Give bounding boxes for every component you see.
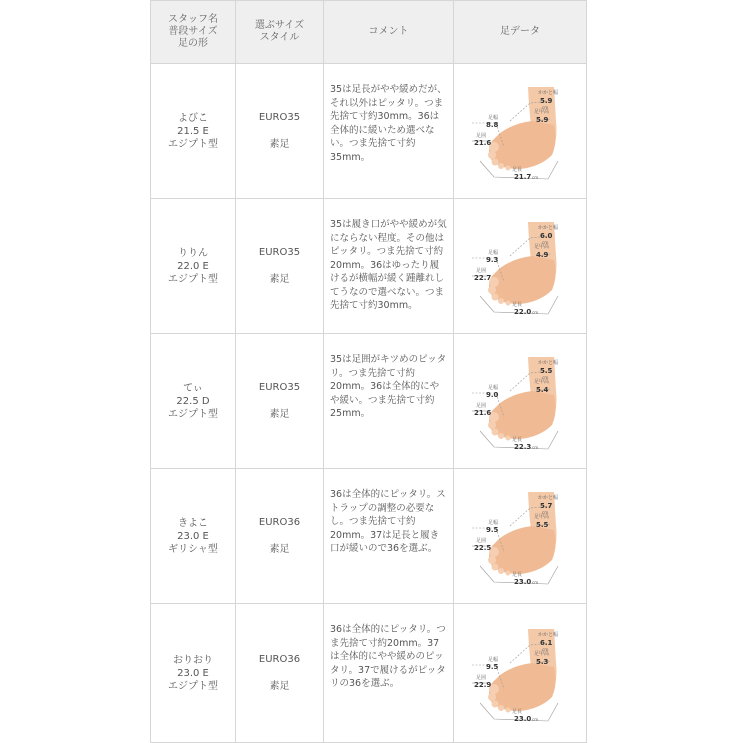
usual-size: 22.5 D — [176, 395, 210, 407]
width-value: 9.5 — [486, 663, 499, 671]
wear-style: 素足 — [269, 544, 290, 555]
length-value: 22.0 — [514, 308, 532, 316]
foot-illustration — [470, 351, 570, 451]
toe-icon — [488, 421, 496, 429]
girth-label: 足囲 — [476, 403, 487, 409]
table-row — [151, 469, 587, 604]
chosen-size: EURO35 — [258, 112, 301, 123]
header-staff-line: 足の形 — [178, 38, 208, 49]
foot-illustration — [470, 623, 570, 723]
staff-name: りりん — [178, 247, 208, 259]
staff-name: てぃ — [183, 382, 203, 394]
staff-cell — [151, 334, 236, 469]
toe-icon — [498, 705, 504, 711]
width-label: 足幅 — [488, 385, 499, 391]
toe-icon — [498, 298, 504, 304]
width-label: 足幅 — [488, 115, 499, 121]
foot-data-cell — [454, 469, 587, 604]
staff-name: おりおり — [173, 654, 213, 666]
pick-cell — [236, 199, 324, 334]
staff-name: よびこ — [178, 112, 208, 124]
comment-cell: 36は全体的にピッタリ。つま先捨て寸約20mm。37は全体的にやや緩めのピッタリ。37で履けるがピッタリの36を選ぶ。 — [324, 604, 454, 743]
instep-value: 5.3 — [536, 658, 549, 666]
heel-unit: cm — [542, 510, 549, 515]
toe-icon — [488, 693, 496, 701]
heel-label: かかと幅 — [538, 360, 559, 366]
girth-value: 22.7 — [474, 274, 492, 282]
heel-label: かかと幅 — [538, 495, 559, 501]
length-label: 足長 — [512, 302, 523, 308]
toe-icon — [506, 571, 511, 576]
wear-style: 素足 — [269, 681, 290, 692]
length-unit: cm — [532, 580, 539, 585]
foot-data-cell — [454, 604, 587, 743]
heel-value: 6.1 — [540, 639, 553, 647]
length-value: 21.7 — [514, 173, 532, 181]
size-comparison-table — [150, 0, 587, 743]
girth-label: 足囲 — [476, 538, 487, 544]
foot-shape — [489, 256, 556, 304]
header-size-line: 選ぶサイズ — [254, 20, 305, 31]
foot-shape — [489, 391, 556, 439]
heel-value: 5.5 — [540, 367, 553, 375]
toe-icon — [492, 159, 499, 166]
comment-cell: 36は全体的にピッタリ。ストラップの調整の必要なし。つま先捨て寸約20mm。37は足長と履き口が緩いので36を選ぶ。 — [324, 469, 454, 604]
header-size-style — [236, 1, 324, 64]
toe-icon — [492, 429, 499, 436]
instep-value: 5.4 — [536, 386, 549, 394]
toe-icon — [506, 436, 511, 441]
girth-value: 22.9 — [474, 681, 492, 689]
staff-cell — [151, 199, 236, 334]
pick-cell — [236, 334, 324, 469]
length-label: 足長 — [512, 437, 523, 443]
foot-shape: エジプト型 — [168, 680, 218, 692]
heel-label: かかと幅 — [538, 632, 559, 638]
toe-icon — [488, 286, 496, 294]
toe-icon — [506, 166, 511, 171]
length-value: 22.3 — [514, 443, 532, 451]
heel-unit: cm — [542, 375, 549, 380]
heel-value: 6.0 — [540, 232, 553, 240]
foot-shape: エジプト型 — [168, 138, 218, 150]
table-row — [151, 199, 587, 334]
pick-cell — [236, 469, 324, 604]
toe-icon — [488, 151, 496, 159]
toe-icon — [498, 568, 504, 574]
heel-value: 5.9 — [540, 97, 553, 105]
length-value: 23.0 — [514, 715, 532, 723]
usual-size: 23.0 E — [177, 667, 209, 679]
pick-cell — [236, 64, 324, 199]
length-unit: cm — [532, 310, 539, 315]
foot-shape: エジプト型 — [168, 408, 218, 420]
wear-style: 素足 — [269, 274, 290, 285]
length-unit: cm — [532, 717, 539, 722]
length-label: 足長 — [512, 167, 523, 173]
toe-icon — [498, 433, 504, 439]
foot-shape — [489, 526, 556, 574]
instep-value: 5.9 — [536, 116, 549, 124]
staff-cell — [151, 604, 236, 743]
table-row — [151, 334, 587, 469]
length-unit: cm — [532, 445, 539, 450]
table-row — [151, 64, 587, 199]
chosen-size: EURO35 — [258, 382, 301, 393]
usual-size: 23.0 E — [177, 530, 209, 542]
table-header-row — [151, 1, 587, 64]
width-label: 足幅 — [488, 250, 499, 256]
usual-size: 22.0 E — [177, 260, 209, 272]
header-foot-data: 足データ — [454, 1, 587, 64]
length-unit: cm — [532, 175, 539, 180]
width-value: 9.5 — [486, 526, 499, 534]
staff-cell — [151, 469, 236, 604]
width-value: 8.8 — [486, 121, 499, 129]
toe-icon — [492, 294, 499, 301]
girth-value: 21.6 — [474, 139, 492, 147]
foot-illustration — [470, 486, 570, 586]
foot-shape — [489, 663, 556, 711]
width-value: 9.3 — [486, 256, 499, 264]
instep-label: 足甲高 — [534, 244, 550, 250]
girth-label: 足囲 — [476, 268, 487, 274]
girth-label: 足囲 — [476, 133, 487, 139]
length-label: 足長 — [512, 709, 523, 715]
heel-unit: cm — [542, 647, 549, 652]
staff-cell — [151, 64, 236, 199]
header-staff-line: スタッフ名 — [168, 14, 218, 25]
comment-cell: 35は履き口がやや緩めが気にならない程度。その他はピッタリ。つま先捨て寸約20mm。36はゆったり履けるが横幅が緩く踵離れしてうなので選べない。つま先捨て寸約30mm。 — [324, 199, 454, 334]
header-comment: コメント — [324, 1, 454, 64]
toe-icon — [498, 163, 504, 169]
chosen-size: EURO36 — [258, 517, 301, 528]
comment-cell: 35は足囲がキツめのピッタリ。つま先捨て寸約20mm。36は全体的にやや緩い。つま先捨て寸約25mm。 — [324, 334, 454, 469]
toe-icon — [506, 301, 511, 306]
header-staff — [151, 1, 236, 64]
foot-shape — [489, 121, 556, 169]
usual-size: 21.5 E — [177, 125, 209, 137]
length-label: 足長 — [512, 572, 523, 578]
girth-value: 22.5 — [474, 544, 492, 552]
header-staff-line: 普段サイズ — [168, 26, 218, 37]
instep-label: 足甲高 — [534, 379, 550, 385]
foot-shape: エジプト型 — [168, 273, 218, 285]
heel-value: 5.7 — [540, 502, 553, 510]
wear-style: 素足 — [269, 409, 290, 420]
comment-cell: 35は足長がやや緩めだが、それ以外はピッタリ。つま先捨て寸約30mm。36は全体的に緩いため選べない。つま先捨て寸約35mm。 — [324, 64, 454, 199]
pick-cell — [236, 604, 324, 743]
width-value: 9.0 — [486, 391, 499, 399]
staff-name: きよこ — [178, 517, 208, 529]
chosen-size: EURO35 — [258, 247, 301, 258]
header-size-line: スタイル — [259, 32, 300, 43]
table-row — [151, 604, 587, 743]
foot-illustration — [470, 81, 570, 181]
toe-icon — [488, 556, 496, 564]
width-label: 足幅 — [488, 520, 499, 526]
heel-unit: cm — [542, 105, 549, 110]
wear-style: 素足 — [269, 139, 290, 150]
width-label: 足幅 — [488, 657, 499, 663]
foot-data-cell — [454, 199, 587, 334]
foot-data-cell — [454, 334, 587, 469]
toe-icon — [506, 708, 511, 713]
instep-label: 足甲高 — [534, 514, 550, 520]
heel-label: かかと幅 — [538, 225, 559, 231]
length-value: 23.0 — [514, 578, 532, 586]
instep-label: 足甲高 — [534, 651, 550, 657]
foot-illustration — [470, 216, 570, 316]
foot-shape: ギリシャ型 — [168, 543, 218, 555]
heel-unit: cm — [542, 240, 549, 245]
girth-label: 足囲 — [476, 675, 487, 681]
chosen-size: EURO36 — [258, 654, 301, 665]
toe-icon — [492, 701, 499, 708]
instep-value: 4.9 — [536, 251, 549, 259]
heel-label: かかと幅 — [538, 90, 559, 96]
toe-icon — [492, 564, 499, 571]
girth-value: 21.6 — [474, 409, 492, 417]
instep-value: 5.5 — [536, 521, 549, 529]
foot-data-cell — [454, 64, 587, 199]
instep-label: 足甲高 — [534, 109, 550, 115]
